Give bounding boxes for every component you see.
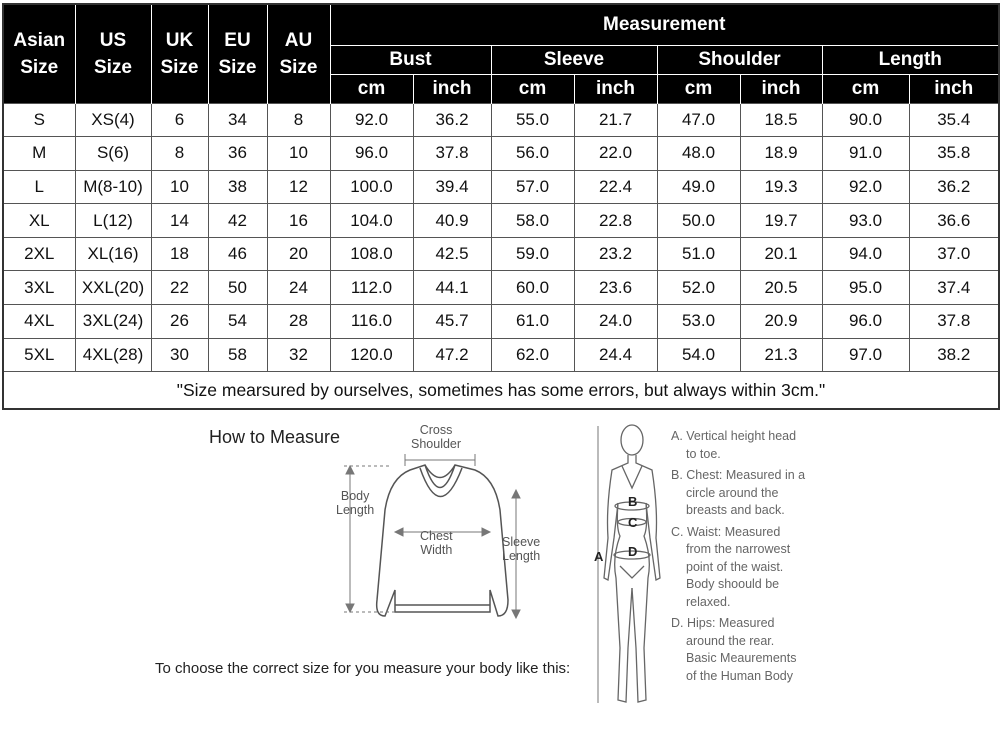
table-cell: 3XL(24) xyxy=(75,305,151,339)
measurement-header: Measurement xyxy=(330,4,999,45)
measurement-legend xyxy=(671,428,831,689)
col-header-au-size: AU Size xyxy=(267,4,330,103)
table-cell: 37.8 xyxy=(909,305,999,339)
table-cell: XXL(20) xyxy=(75,271,151,305)
table-cell: 22.4 xyxy=(574,170,657,204)
table-cell: 112.0 xyxy=(330,271,413,305)
table-cell: 12 xyxy=(267,170,330,204)
table-cell: 20.1 xyxy=(740,237,822,271)
table-cell: 24 xyxy=(267,271,330,305)
table-cell: 50 xyxy=(208,271,267,305)
table-cell: 37.4 xyxy=(909,271,999,305)
table-cell: 22.8 xyxy=(574,204,657,238)
table-cell: 21.7 xyxy=(574,103,657,137)
table-cell: 62.0 xyxy=(491,338,574,372)
table-cell: 108.0 xyxy=(330,237,413,271)
table-cell: 59.0 xyxy=(491,237,574,271)
table-cell: 46 xyxy=(208,237,267,271)
table-cell: 28 xyxy=(267,305,330,339)
table-cell: 54.0 xyxy=(657,338,740,372)
table-row xyxy=(3,271,999,305)
table-cell: 20.9 xyxy=(740,305,822,339)
table-cell: 45.7 xyxy=(413,305,491,339)
table-cell: 91.0 xyxy=(822,137,909,171)
table-cell: 53.0 xyxy=(657,305,740,339)
table-cell: 32 xyxy=(267,338,330,372)
col-header-eu-size: EU Size xyxy=(208,4,267,103)
group-header-sleeve: Sleeve xyxy=(491,45,657,74)
table-cell: 37.0 xyxy=(909,237,999,271)
table-cell: 22.0 xyxy=(574,137,657,171)
table-cell: L xyxy=(3,170,75,204)
table-cell: 37.8 xyxy=(413,137,491,171)
table-cell: 4XL xyxy=(3,305,75,339)
legend-item-d: D. Hips: Measured around the rear. Basic Meaurements of the Human Body xyxy=(671,616,797,683)
table-cell: 8 xyxy=(151,137,208,171)
group-header-length: Length xyxy=(822,45,999,74)
table-cell: 23.6 xyxy=(574,271,657,305)
group-header-shoulder: Shoulder xyxy=(657,45,822,74)
table-cell: 36 xyxy=(208,137,267,171)
unit-header: inch xyxy=(574,74,657,103)
table-cell: 120.0 xyxy=(330,338,413,372)
unit-header: inch xyxy=(740,74,822,103)
table-cell: 36.2 xyxy=(909,170,999,204)
table-cell: 20.5 xyxy=(740,271,822,305)
table-row xyxy=(3,170,999,204)
body-letter-b: B xyxy=(628,494,638,509)
table-cell: 6 xyxy=(151,103,208,137)
table-cell: M(8-10) xyxy=(75,170,151,204)
table-cell: XL xyxy=(3,204,75,238)
group-header-bust: Bust xyxy=(330,45,491,74)
sleeve-length-label: Sleeve Length xyxy=(502,535,541,563)
table-row xyxy=(3,305,999,339)
table-cell: 93.0 xyxy=(822,204,909,238)
table-cell: 14 xyxy=(151,204,208,238)
table-cell: 56.0 xyxy=(491,137,574,171)
table-row xyxy=(3,103,999,137)
unit-header: cm xyxy=(657,74,740,103)
table-cell: 36.2 xyxy=(413,103,491,137)
table-cell: 18 xyxy=(151,237,208,271)
table-cell: 24.4 xyxy=(574,338,657,372)
table-cell: 10 xyxy=(151,170,208,204)
legend-item-b: B. Chest: Measured in a circle around the breasts and back. xyxy=(671,468,806,517)
table-body xyxy=(3,103,999,372)
table-cell: 35.4 xyxy=(909,103,999,137)
table-cell: XL(16) xyxy=(75,237,151,271)
table-cell: 39.4 xyxy=(413,170,491,204)
table-cell: 34 xyxy=(208,103,267,137)
table-cell: 5XL xyxy=(3,338,75,372)
unit-header: inch xyxy=(413,74,491,103)
measurement-note: "Size mearsured by ourselves, sometimes has some errors, but always within 3cm." xyxy=(3,372,999,410)
table-cell: 57.0 xyxy=(491,170,574,204)
table-cell: 30 xyxy=(151,338,208,372)
col-header-uk-size: UK Size xyxy=(151,4,208,103)
unit-header: cm xyxy=(491,74,574,103)
measure-instruction: To choose the correct size for you measure your body like this: xyxy=(155,660,571,677)
table-cell: 58.0 xyxy=(491,204,574,238)
chest-width-label: Chest Width xyxy=(420,529,453,557)
body-letter-a: A xyxy=(594,549,604,564)
table-cell: 51.0 xyxy=(657,237,740,271)
table-cell: 100.0 xyxy=(330,170,413,204)
table-cell: 50.0 xyxy=(657,204,740,238)
table-cell: 58 xyxy=(208,338,267,372)
table-cell: 104.0 xyxy=(330,204,413,238)
table-cell: 60.0 xyxy=(491,271,574,305)
table-cell: 42.5 xyxy=(413,237,491,271)
col-header-asian-size: Asian Size xyxy=(3,4,75,103)
table-cell: 49.0 xyxy=(657,170,740,204)
legend-item-a: A. Vertical height head to toe. xyxy=(671,429,797,461)
table-cell: 97.0 xyxy=(822,338,909,372)
table-cell: 96.0 xyxy=(822,305,909,339)
legend-item-c: C. Waist: Measured from the narrowest point of the waist. Body shoould be relaxed. xyxy=(671,524,791,609)
body-length-label: Body Length xyxy=(336,489,375,517)
table-cell: 22 xyxy=(151,271,208,305)
unit-header: inch xyxy=(909,74,999,103)
table-cell: S xyxy=(3,103,75,137)
table-cell: 95.0 xyxy=(822,271,909,305)
unit-header: cm xyxy=(822,74,909,103)
table-cell: 3XL xyxy=(3,271,75,305)
table-cell: 44.1 xyxy=(413,271,491,305)
table-cell: 2XL xyxy=(3,237,75,271)
table-cell: 8 xyxy=(267,103,330,137)
table-cell: 38 xyxy=(208,170,267,204)
table-cell: 35.8 xyxy=(909,137,999,171)
table-cell: L(12) xyxy=(75,204,151,238)
table-cell: 10 xyxy=(267,137,330,171)
body-letter-d: D xyxy=(628,544,638,559)
table-cell: 47.2 xyxy=(413,338,491,372)
table-cell: 92.0 xyxy=(330,103,413,137)
table-cell: 90.0 xyxy=(822,103,909,137)
table-cell: 116.0 xyxy=(330,305,413,339)
table-cell: 47.0 xyxy=(657,103,740,137)
table-row xyxy=(3,338,999,372)
col-header-us-size: US Size xyxy=(75,4,151,103)
table-row xyxy=(3,204,999,238)
table-cell: M xyxy=(3,137,75,171)
table-cell: 38.2 xyxy=(909,338,999,372)
table-cell: 94.0 xyxy=(822,237,909,271)
table-cell: 36.6 xyxy=(909,204,999,238)
table-cell: 19.7 xyxy=(740,204,822,238)
table-cell: XS(4) xyxy=(75,103,151,137)
table-cell: 42 xyxy=(208,204,267,238)
table-cell: 61.0 xyxy=(491,305,574,339)
table-cell: 24.0 xyxy=(574,305,657,339)
table-cell: 48.0 xyxy=(657,137,740,171)
table-row xyxy=(3,137,999,171)
table-cell: 92.0 xyxy=(822,170,909,204)
table-cell: 26 xyxy=(151,305,208,339)
body-figure-diagram xyxy=(590,418,670,718)
table-cell: 21.3 xyxy=(740,338,822,372)
table-cell: 40.9 xyxy=(413,204,491,238)
table-cell: 20 xyxy=(267,237,330,271)
table-cell: 52.0 xyxy=(657,271,740,305)
table-cell: 4XL(28) xyxy=(75,338,151,372)
table-cell: S(6) xyxy=(75,137,151,171)
table-cell: 55.0 xyxy=(491,103,574,137)
how-to-measure-title: How to Measure xyxy=(209,427,341,447)
unit-header: cm xyxy=(330,74,413,103)
body-letter-c: C xyxy=(628,515,638,530)
table-cell: 54 xyxy=(208,305,267,339)
table-cell: 18.9 xyxy=(740,137,822,171)
table-cell: 18.5 xyxy=(740,103,822,137)
table-cell: 19.3 xyxy=(740,170,822,204)
table-row xyxy=(3,237,999,271)
table-header xyxy=(3,4,999,103)
table-cell: 16 xyxy=(267,204,330,238)
cross-shoulder-label: Cross Shoulder xyxy=(411,423,462,451)
table-cell: 96.0 xyxy=(330,137,413,171)
size-chart-table xyxy=(2,3,1000,410)
table-cell: 23.2 xyxy=(574,237,657,271)
